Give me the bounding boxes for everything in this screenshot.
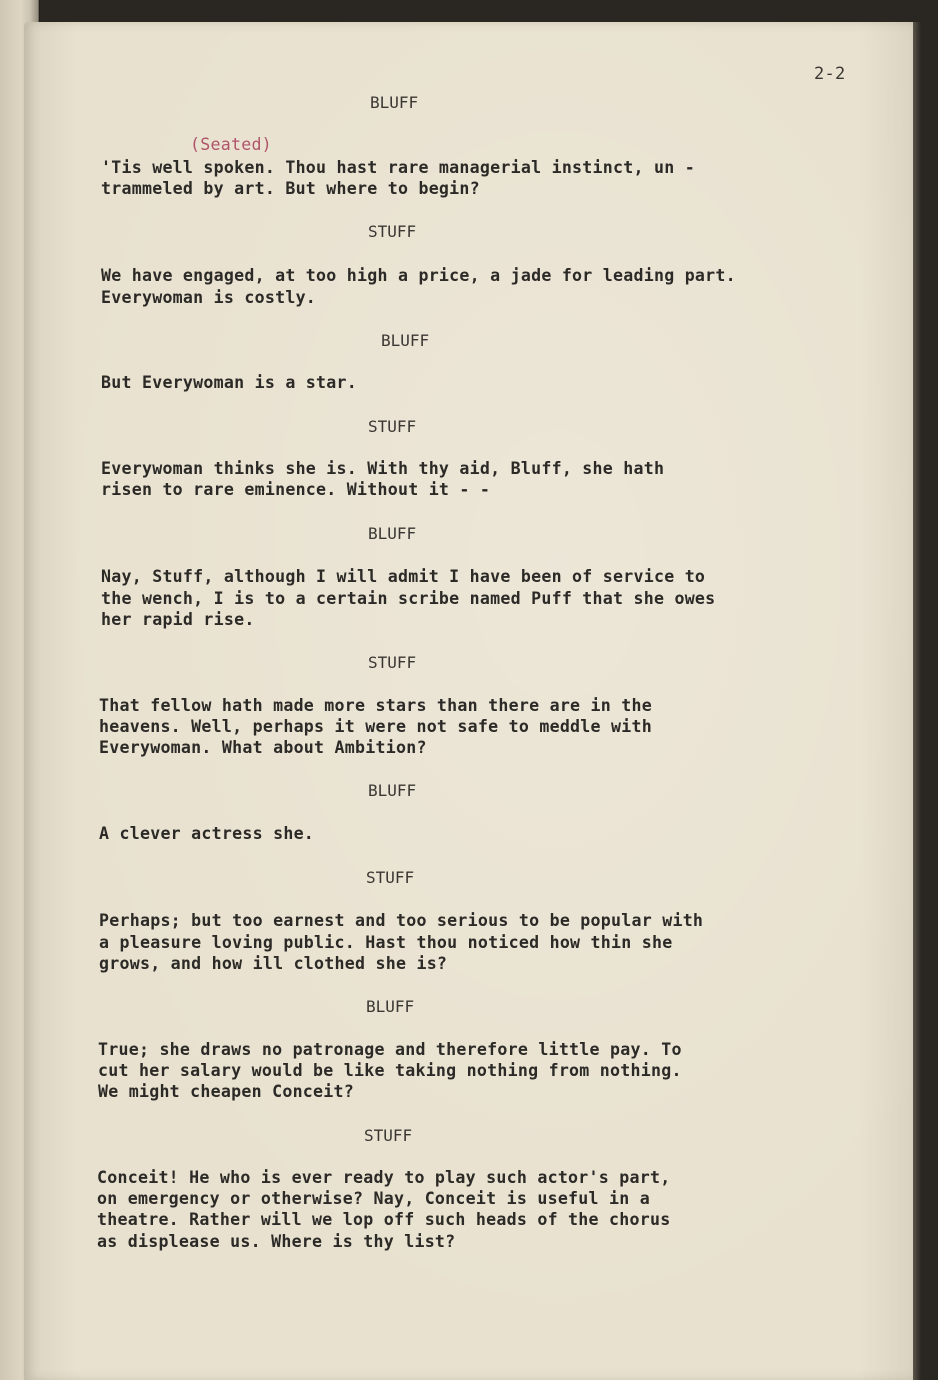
page-right-edge <box>913 22 921 1380</box>
dialogue-line: We might cheapen Conceit? <box>98 1082 355 1101</box>
speaker-name: STUFF <box>368 222 417 241</box>
dialogue-line: Perhaps; but too earnest and too serious to be popular with <box>99 911 704 930</box>
dialogue-line: True; she draws no patronage and therefore little pay. To <box>98 1040 682 1059</box>
dialogue-line: A clever actress she. <box>99 824 315 843</box>
dialogue-line: But Everywoman is a star. <box>101 373 358 392</box>
dialogue-line: Everywoman is costly. <box>101 288 317 307</box>
dialogue-line: We have engaged, at too high a price, a jade for leading part. <box>101 266 736 285</box>
speaker-name: STUFF <box>364 1126 413 1145</box>
speaker-name: BLUFF <box>381 331 430 350</box>
dialogue-line: on emergency or otherwise? Nay, Conceit is useful in a <box>97 1189 650 1208</box>
dialogue-line: Conceit! He who is ever ready to play such actor's part, <box>97 1168 671 1187</box>
speaker-name: BLUFF <box>368 781 417 800</box>
dialogue-line: trammeled by art. But where to begin? <box>101 179 480 198</box>
dialogue-line: risen to rare eminence. Without it - - <box>101 480 491 499</box>
dialogue-line: a pleasure loving public. Hast thou noticed how thin she <box>99 933 673 952</box>
show-through-text <box>100 218 109 236</box>
dialogue-line: That fellow hath made more stars than there are in the <box>99 696 652 715</box>
speaker-name: STUFF <box>368 653 417 672</box>
speaker-name: STUFF <box>366 868 415 887</box>
dialogue-line: as displease us. Where is thy list? <box>97 1232 456 1251</box>
dialogue-line: Everywoman. What about Ambition? <box>99 738 427 757</box>
speaker-name: BLUFF <box>370 93 419 112</box>
speaker-name: BLUFF <box>368 524 417 543</box>
dialogue-line: theatre. Rather will we lop off such heads of the chorus <box>97 1210 671 1229</box>
dialogue-line: the wench, I is to a certain scribe named Puff that she owes <box>101 589 716 608</box>
dialogue-line: heavens. Well, perhaps it were not safe to meddle with <box>99 717 652 736</box>
dialogue-line: cut her salary would be like taking nothing from nothing. <box>98 1061 682 1080</box>
stage-direction: (Seated) <box>190 135 272 154</box>
dialogue-line: Everywoman thinks she is. With thy aid, Bluff, she hath <box>101 459 665 478</box>
dialogue-line: her rapid rise. <box>101 610 255 629</box>
page-number: 2-2 <box>814 64 846 84</box>
speaker-name: STUFF <box>368 417 417 436</box>
dialogue-line: 'Tis well spoken. Thou hast rare managerial instinct, un - <box>101 158 695 177</box>
dialogue-line: Nay, Stuff, although I will admit I have been of service to <box>101 567 706 586</box>
dialogue-line: grows, and how ill clothed she is? <box>99 954 448 973</box>
speaker-name: BLUFF <box>366 997 415 1016</box>
